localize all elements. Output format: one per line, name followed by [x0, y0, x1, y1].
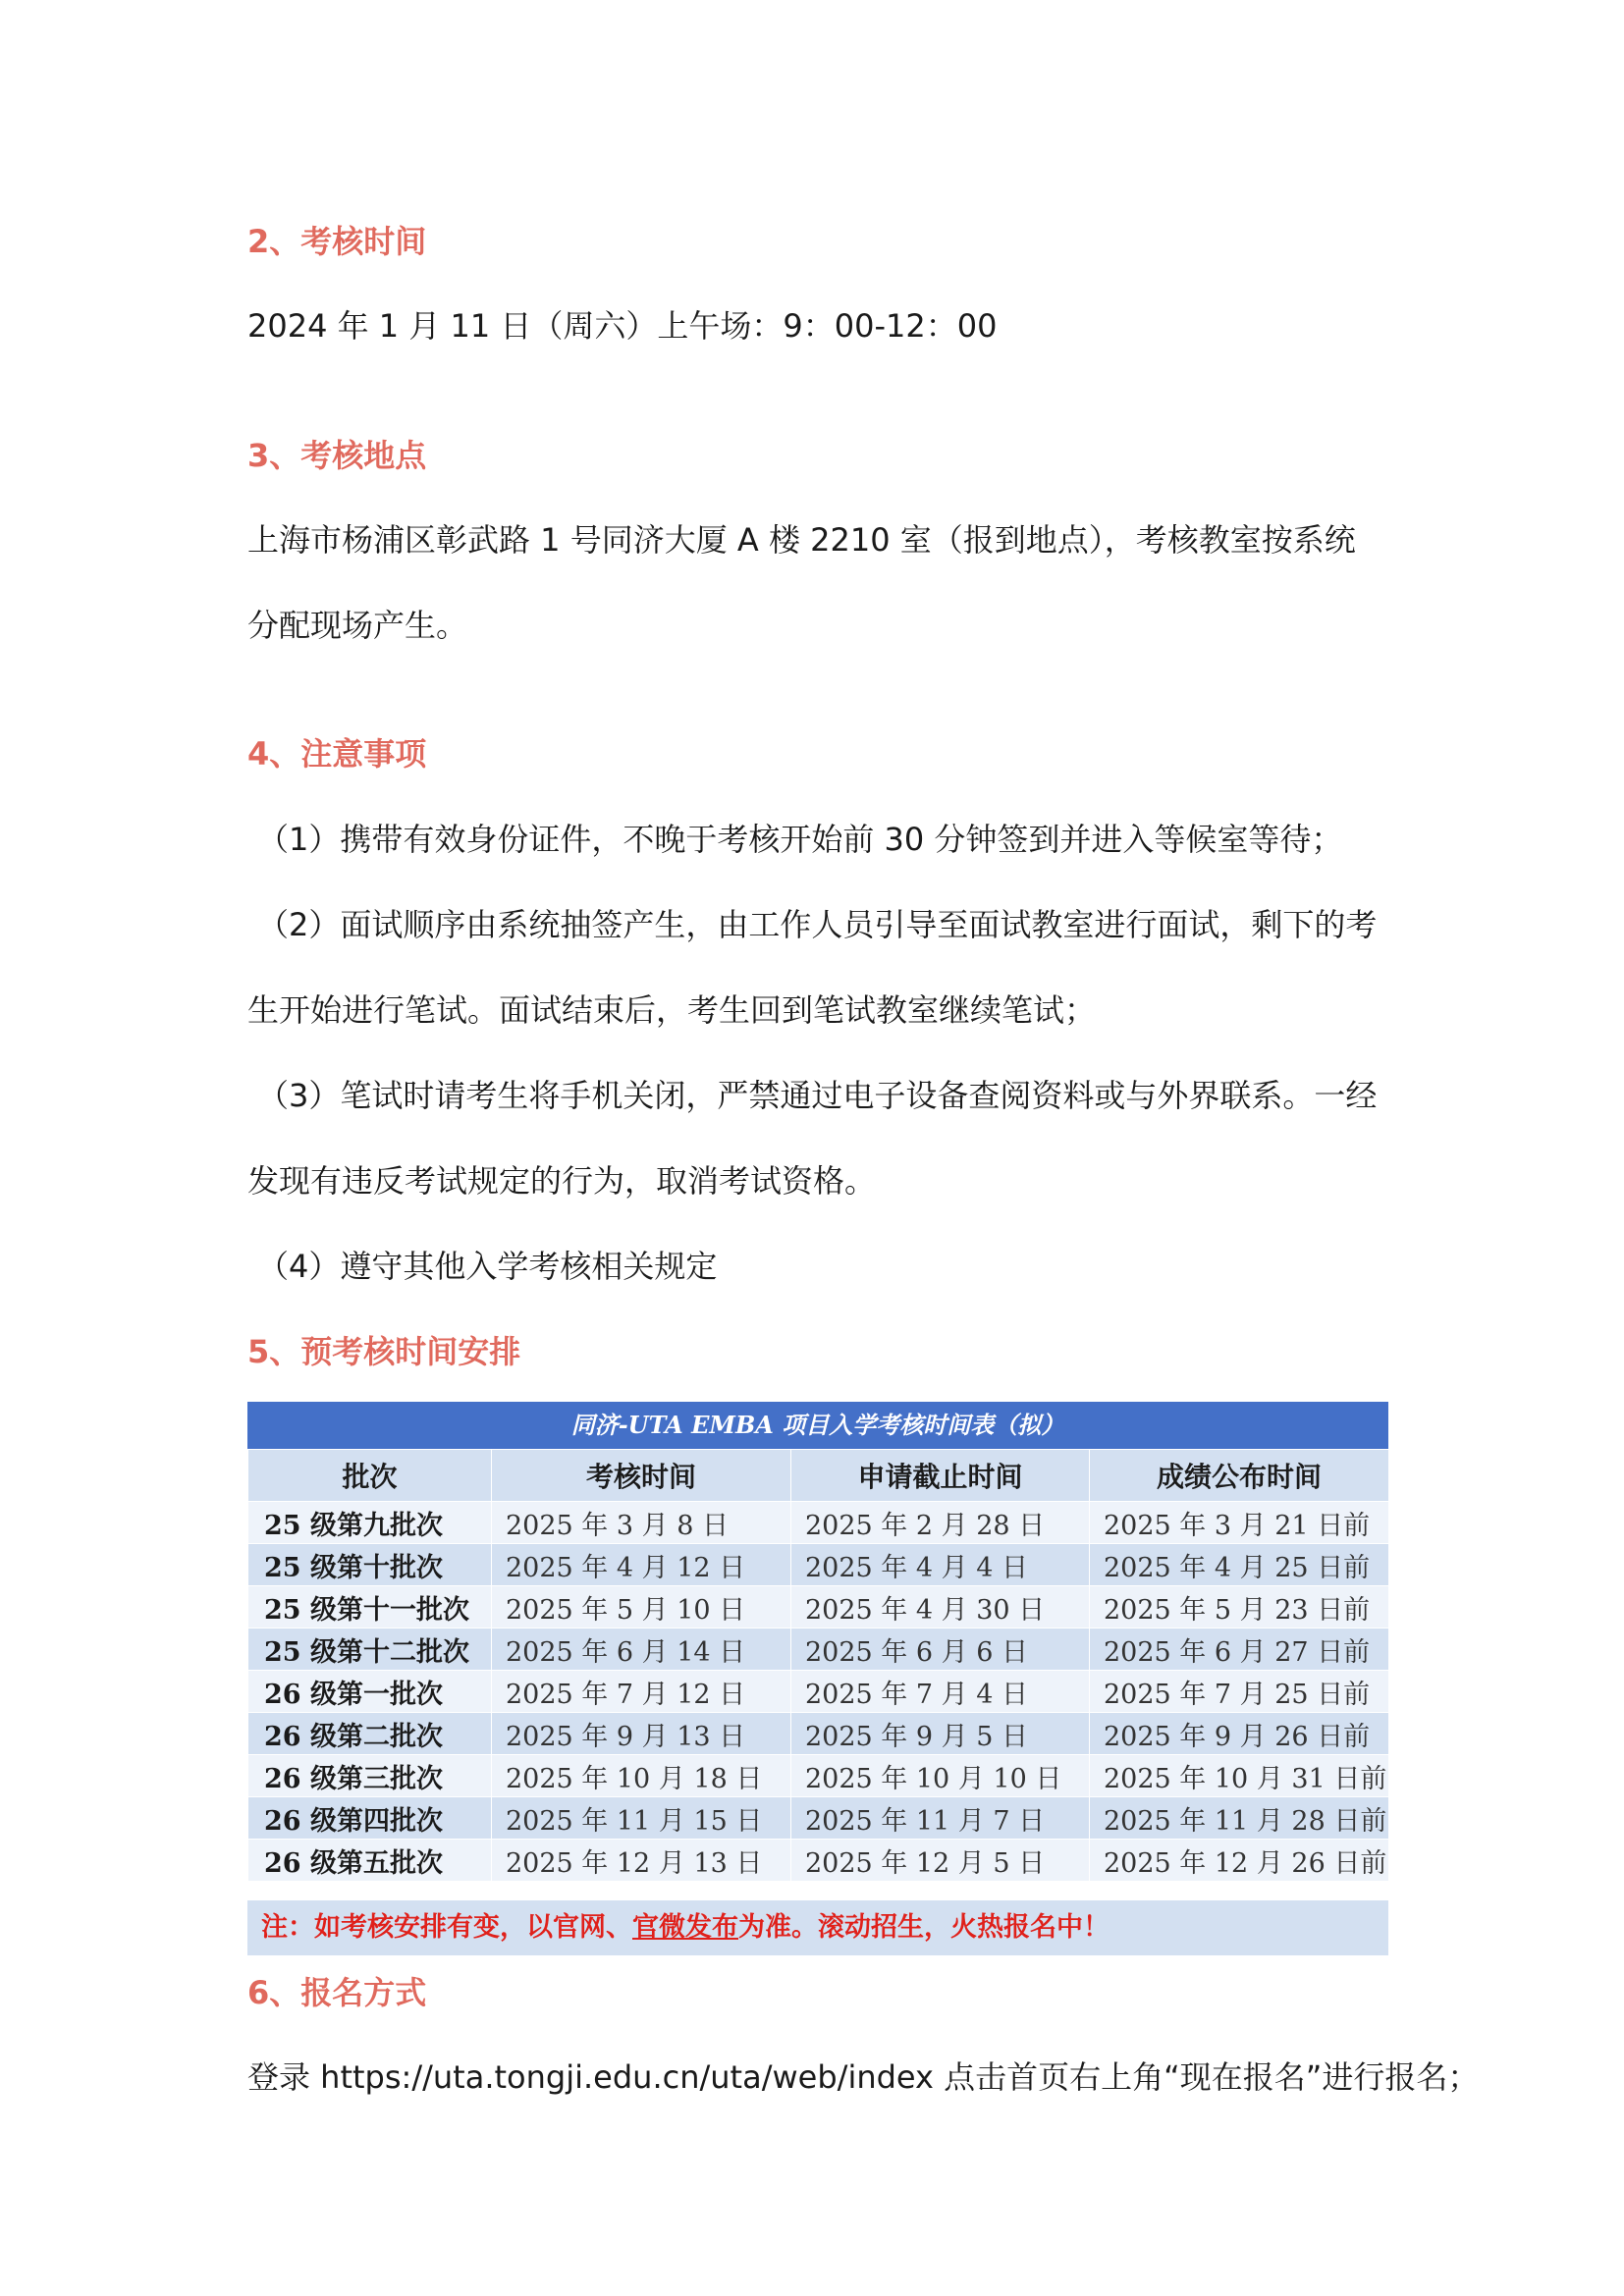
cell-deadline: 2025 年 12 月 5 日 [791, 1840, 1090, 1882]
note-link-official-wechat: 官微发布 [632, 1912, 738, 1943]
cell-results: 2025 年 5 月 23 日前 [1090, 1586, 1389, 1629]
cell-exam-time: 2025 年 10 月 18 日 [492, 1755, 791, 1797]
exam-location-line-2: 分配现场产生。 [247, 607, 468, 644]
table-row [248, 1586, 1389, 1629]
cell-exam-time: 2025 年 6 月 14 日 [492, 1629, 791, 1671]
note-item-3-line-1: （3）笔试时请考生将手机关闭，严禁通过电子设备查阅资料或与外界联系。一经 [257, 1077, 1378, 1114]
table-row [248, 1544, 1389, 1586]
table-row [248, 1840, 1389, 1882]
header-results: 成绩公布时间 [1090, 1450, 1389, 1502]
section-heading-exam-location: 3、考核地点 [247, 437, 427, 474]
cell-results: 2025 年 4 月 25 日前 [1090, 1544, 1389, 1586]
cell-results: 2025 年 11 月 28 日前 [1090, 1797, 1389, 1840]
note-item-4: （4）遵守其他入学考核相关规定 [257, 1248, 718, 1285]
cell-results: 2025 年 7 月 25 日前 [1090, 1671, 1389, 1713]
header-exam-time: 考核时间 [492, 1450, 791, 1502]
cell-exam-time: 2025 年 5 月 10 日 [492, 1586, 791, 1629]
schedule-note [247, 1900, 1388, 1955]
cell-results: 2025 年 12 月 26 日前 [1090, 1840, 1389, 1882]
table-row [248, 1713, 1389, 1755]
cell-batch: 25 级第十二批次 [248, 1629, 492, 1671]
cell-deadline: 2025 年 11 月 7 日 [791, 1797, 1090, 1840]
cell-deadline: 2025 年 4 月 4 日 [791, 1544, 1090, 1586]
cell-batch: 26 级第四批次 [248, 1797, 492, 1840]
note-suffix: 为准。滚动招生，火热报名中！ [738, 1912, 1110, 1943]
note-item-3-line-2: 发现有违反考试规定的行为，取消考试资格。 [247, 1162, 877, 1200]
cell-deadline: 2025 年 7 月 4 日 [791, 1671, 1090, 1713]
note-item-2-line-1: （2）面试顺序由系统抽签产生，由工作人员引导至面试教室进行面试，剩下的考 [257, 906, 1378, 943]
cell-exam-time: 2025 年 9 月 13 日 [492, 1713, 791, 1755]
section-heading-notes: 4、注意事项 [247, 735, 427, 773]
cell-exam-time: 2025 年 4 月 12 日 [492, 1544, 791, 1586]
schedule-table-title: 同济-UTA EMBA 项目入学考核时间表（拟） [247, 1402, 1388, 1449]
cell-results: 2025 年 10 月 31 日前 [1090, 1755, 1389, 1797]
table-row [248, 1502, 1389, 1544]
note-prefix: 注：如考核安排有变，以官网、 [261, 1912, 632, 1943]
registration-text: 登录 https://uta.tongji.edu.cn/uta/web/index 点击首页右上角“现在报名”进行报名； [247, 2058, 1480, 2096]
cell-batch: 25 级第十一批次 [248, 1586, 492, 1629]
table-row [248, 1629, 1389, 1671]
cell-exam-time: 2025 年 12 月 13 日 [492, 1840, 791, 1882]
cell-batch: 26 级第五批次 [248, 1840, 492, 1882]
header-batch: 批次 [248, 1450, 492, 1502]
cell-batch: 25 级第九批次 [248, 1502, 492, 1544]
cell-deadline: 2025 年 9 月 5 日 [791, 1713, 1090, 1755]
note-item-2-line-2: 生开始进行笔试。面试结束后，考生回到笔试教室继续笔试； [247, 991, 1097, 1029]
cell-deadline: 2025 年 6 月 6 日 [791, 1629, 1090, 1671]
table-row [248, 1755, 1389, 1797]
note-item-1: （1）携带有效身份证件，不晚于考核开始前 30 分钟签到并进入等候室等待； [257, 821, 1343, 858]
cell-results: 2025 年 3 月 21 日前 [1090, 1502, 1389, 1544]
exam-location-line-1: 上海市杨浦区彰武路 1 号同济大厦 A 楼 2210 室（报到地点），考核教室按系统 [247, 521, 1356, 559]
header-deadline: 申请截止时间 [791, 1450, 1090, 1502]
section-heading-schedule: 5、预考核时间安排 [247, 1333, 521, 1370]
section-heading-registration: 6、报名方式 [247, 1974, 427, 2011]
exam-time-text: 2024 年 1 月 11 日（周六）上午场：9：00-12：00 [247, 307, 998, 345]
cell-batch: 25 级第十批次 [248, 1544, 492, 1586]
cell-batch: 26 级第一批次 [248, 1671, 492, 1713]
cell-deadline: 2025 年 10 月 10 日 [791, 1755, 1090, 1797]
cell-exam-time: 2025 年 3 月 8 日 [492, 1502, 791, 1544]
schedule-table [247, 1449, 1389, 1882]
cell-results: 2025 年 6 月 27 日前 [1090, 1629, 1389, 1671]
section-heading-exam-time: 2、考核时间 [247, 223, 427, 260]
table-row [248, 1671, 1389, 1713]
cell-batch: 26 级第三批次 [248, 1755, 492, 1797]
cell-results: 2025 年 9 月 26 日前 [1090, 1713, 1389, 1755]
table-row [248, 1797, 1389, 1840]
cell-deadline: 2025 年 4 月 30 日 [791, 1586, 1090, 1629]
schedule-table-image [247, 1402, 1388, 1955]
cell-batch: 26 级第二批次 [248, 1713, 492, 1755]
table-header-row [248, 1450, 1389, 1502]
cell-exam-time: 2025 年 11 月 15 日 [492, 1797, 791, 1840]
cell-deadline: 2025 年 2 月 28 日 [791, 1502, 1090, 1544]
cell-exam-time: 2025 年 7 月 12 日 [492, 1671, 791, 1713]
